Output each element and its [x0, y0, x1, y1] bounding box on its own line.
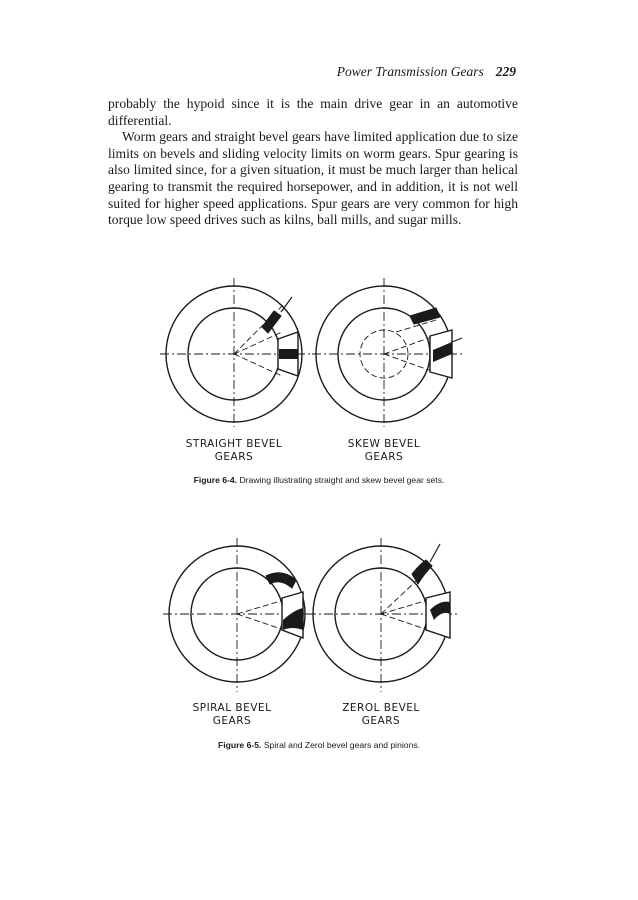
label-line-1: SPIRAL BEVEL — [192, 702, 272, 714]
straight-bevel-label — [164, 438, 304, 464]
pitch-line — [234, 304, 284, 354]
caption-text: Spiral and Zerol bevel gears and pinions. — [263, 740, 421, 750]
spiral-bevel-label — [162, 702, 302, 728]
caption-number: Figure 6-4. — [193, 475, 238, 485]
label-line-2: GEARS — [361, 715, 401, 727]
gear-tooth — [262, 311, 281, 333]
label-line-2: GEARS — [212, 715, 252, 727]
paragraph-2: Worm gears and straight bevel gears have limited application due to size limits on bevels and sliding velocity limits on worm gears. Spur gearing is also limited since, for a given situation, it must be much larger than helical gearing to transmit the required horsepower, and in addition, it is not well suited for higher speed applications. Spur gears are very common for high torque low speed drives such as kilns, ball mills, and sugar mills. — [108, 129, 518, 228]
gear-tooth — [266, 573, 296, 588]
pinion-tooth — [279, 349, 298, 359]
gear-tooth — [412, 560, 432, 584]
label-line-1: STRAIGHT BEVEL — [185, 438, 283, 450]
skew-bevel-label — [314, 438, 454, 464]
figure-6-5-caption — [0, 740, 638, 750]
figure-6-5-drawing — [0, 530, 638, 700]
body-text — [108, 96, 518, 229]
page-number: 229 — [495, 64, 516, 79]
caption-number: Figure 6-5. — [217, 740, 262, 750]
spiral-bevel-gear-drawing — [163, 538, 316, 692]
tooth-extension — [430, 544, 440, 562]
label-line-2: GEARS — [364, 451, 404, 463]
label-line-1: SKEW BEVEL — [347, 438, 421, 450]
pitch-line-2 — [234, 332, 282, 354]
skew-bevel-gear-drawing — [312, 278, 462, 427]
running-header — [108, 64, 516, 80]
gear-tooth — [410, 308, 440, 324]
figure-6-4-drawing — [0, 272, 638, 432]
figure-6-4-caption — [0, 475, 638, 485]
tooth-extension — [452, 338, 462, 342]
caption-text: Drawing illustrating straight and skew bevel gear sets. — [239, 475, 445, 485]
pitch-line-3 — [234, 354, 282, 376]
paragraph-1: probably the hypoid since it is the main drive gear in an automotive differential. — [108, 96, 518, 128]
label-line-1: ZEROL BEVEL — [342, 702, 420, 714]
zerol-bevel-gear-drawing — [307, 538, 460, 692]
straight-bevel-gear-drawing — [160, 278, 312, 427]
label-line-2: GEARS — [214, 451, 254, 463]
zerol-bevel-label — [311, 702, 451, 728]
pitch-line — [237, 600, 284, 614]
pitch-line-2 — [237, 614, 284, 630]
header-title: Power Transmission Gears — [336, 64, 484, 79]
pitch-line-3 — [381, 614, 428, 630]
